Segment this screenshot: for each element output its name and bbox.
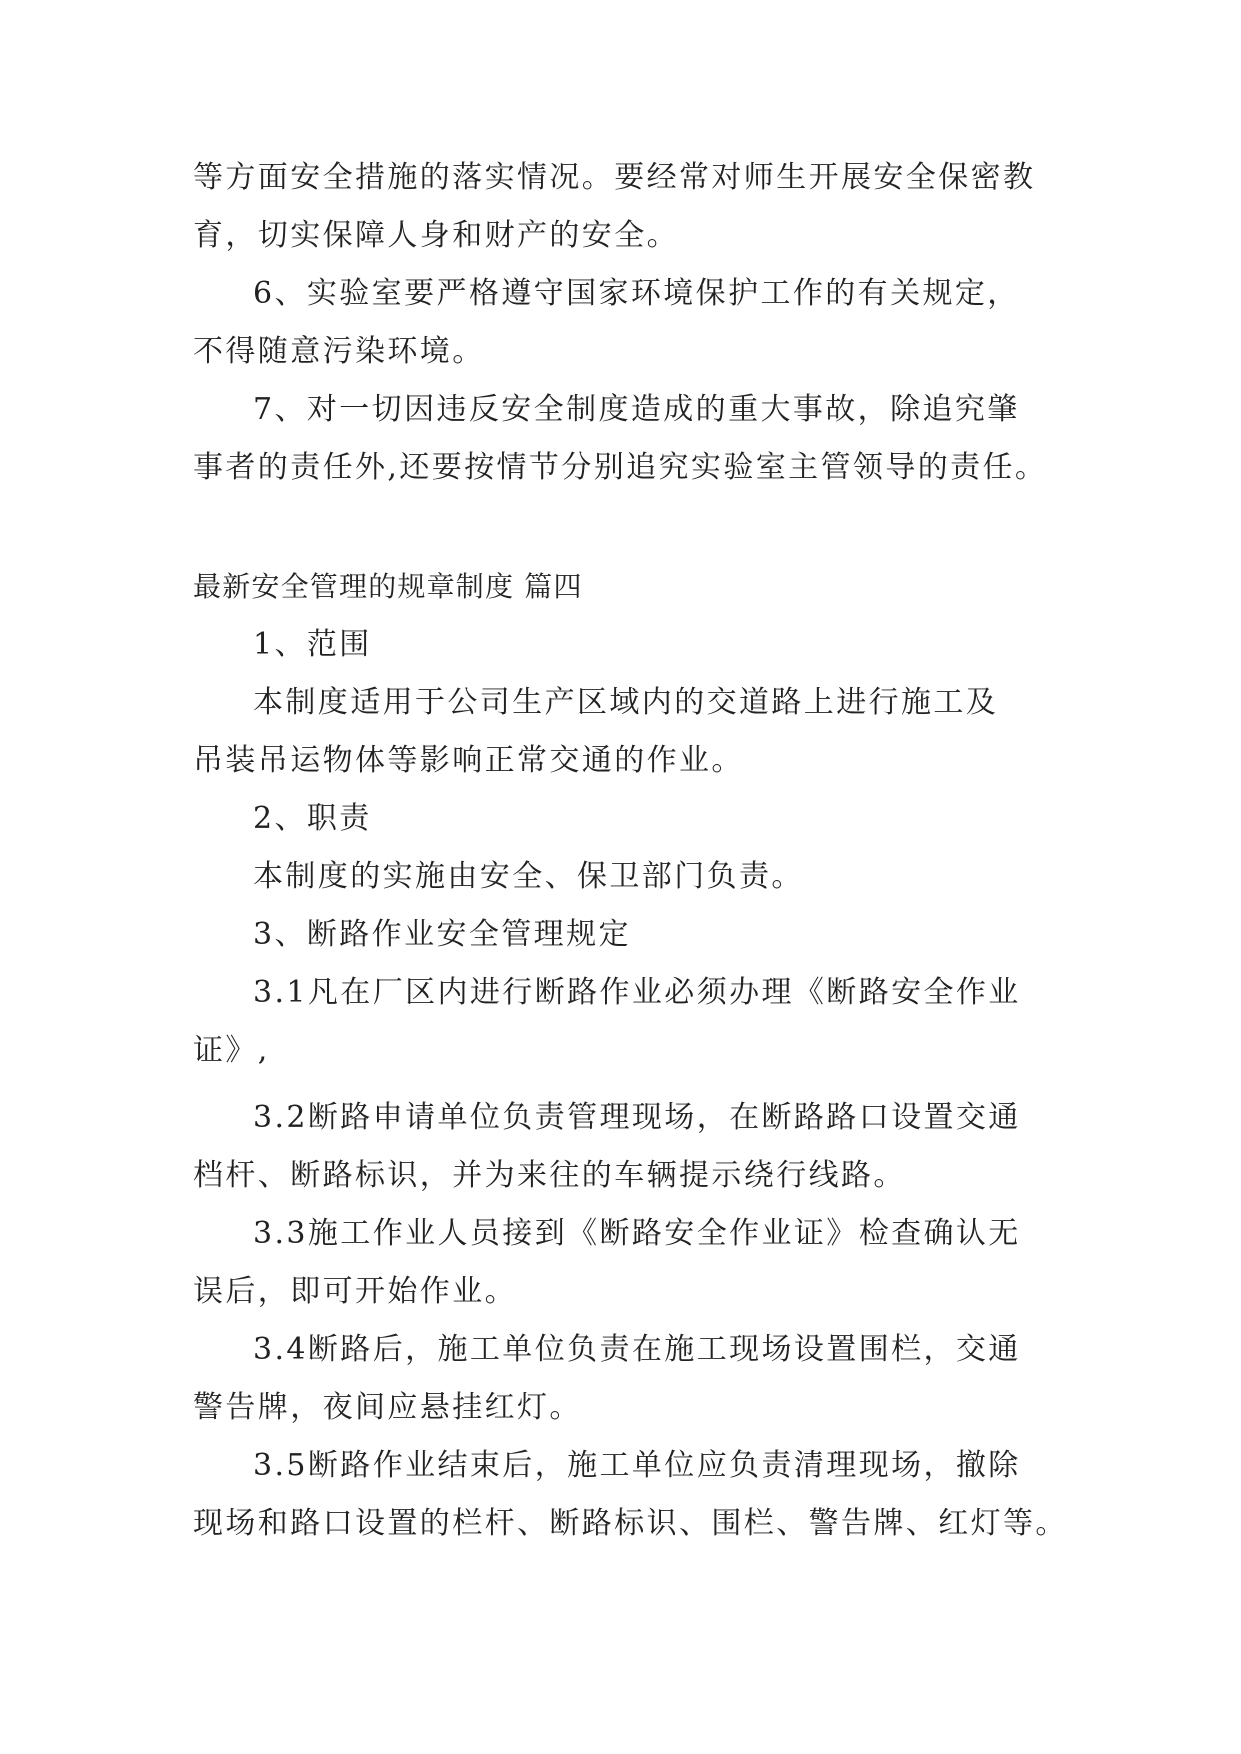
text-line: 等方面安全措施的落实情况。要经常对师生开展安全保密教 bbox=[193, 160, 1036, 195]
text-line: 2、职责 bbox=[253, 801, 372, 836]
text-line: 吊装吊运物体等影响正常交通的作业。 bbox=[193, 743, 744, 778]
text-line: 育，切实保障人身和财产的安全。 bbox=[193, 218, 679, 253]
text-line: 3.1凡在厂区内进行断路作业必须办理《断路安全作业 bbox=[253, 975, 1021, 1010]
text-line: 3.3施工作业人员接到《断路安全作业证》检查确认无 bbox=[253, 1216, 1021, 1251]
text-line: 本制度的实施由安全、保卫部门负责。 bbox=[253, 859, 804, 894]
text-line: 事者的责任外,还要按情节分别追究实验室主管领导的责任。 bbox=[193, 450, 1048, 485]
text-line: 3、断路作业安全管理规定 bbox=[253, 917, 631, 952]
text-line: 不得随意污染环境。 bbox=[193, 334, 485, 369]
text-line: 误后，即可开始作业。 bbox=[193, 1274, 517, 1309]
text-line: 6、实验室要严格遵守国家环境保护工作的有关规定， bbox=[253, 276, 1020, 311]
text-line: 现场和路口设置的栏杆、断路标识、围栏、警告牌、红灯等。 bbox=[193, 1506, 1068, 1541]
text-line: 1、范围 bbox=[253, 627, 372, 662]
text-line: 3.4断路后，施工单位负责在施工现场设置围栏，交通 bbox=[253, 1332, 1021, 1367]
text-line: 3.2断路申请单位负责管理现场，在断路路口设置交通 bbox=[253, 1100, 1021, 1135]
text-line: 警告牌，夜间应悬挂红灯。 bbox=[193, 1390, 582, 1425]
section-heading: 最新安全管理的规章制度 篇四 bbox=[193, 570, 583, 603]
text-line: 证》, bbox=[193, 1033, 270, 1068]
text-line: 3.5断路作业结束后，施工单位应负责清理现场，撤除 bbox=[253, 1448, 1021, 1483]
text-line: 本制度适用于公司生产区域内的交道路上进行施工及 bbox=[253, 685, 999, 720]
text-line: 档杆、断路标识，并为来往的车辆提示绕行线路。 bbox=[193, 1158, 906, 1193]
text-line: 7、对一切因违反安全制度造成的重大事故，除追究肇 bbox=[253, 392, 1020, 427]
